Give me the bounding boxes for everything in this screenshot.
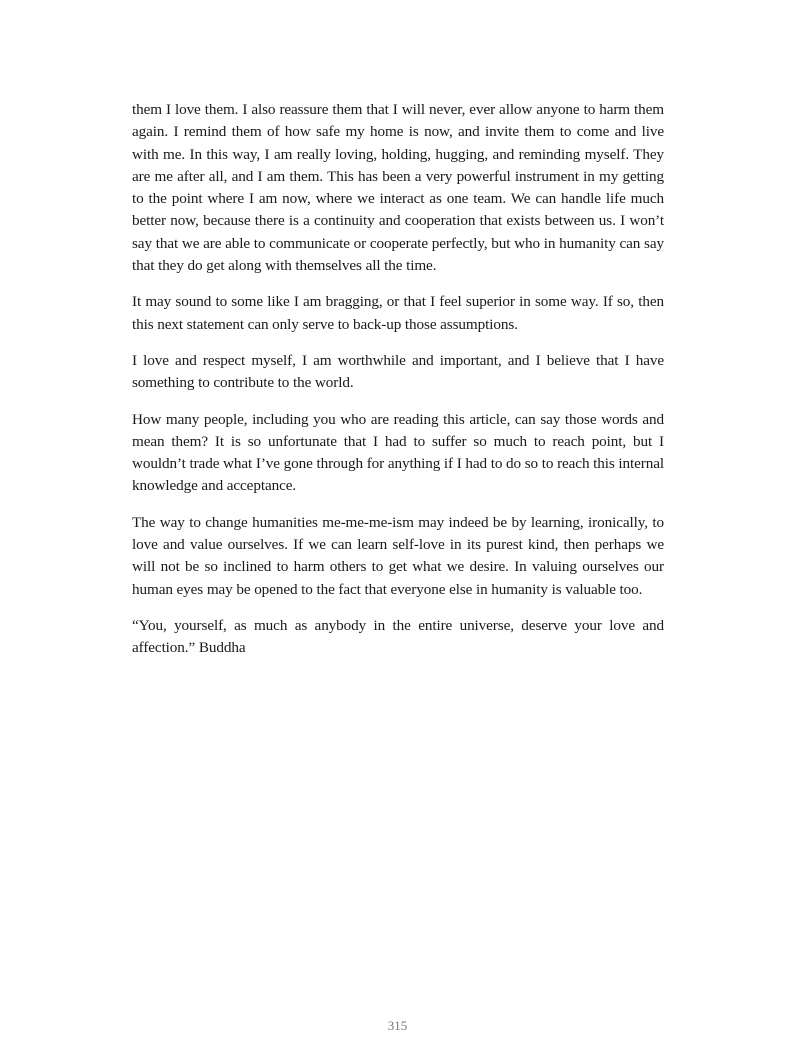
paragraph-2: It may sound to some like I am bragging, or that I feel superior in some way. If so, then this next statement can only serve to back-up those assumptions. (132, 293, 664, 333)
paragraph-1: them I love them. I also reassure them that I will never, ever allow anyone to harm them again. I remind them of how safe my home is now, and invite them to come and live with me. In this way, I am really loving, holding, hugging, and reminding myself. They are me after all, and I am them. This has been a very powerful instrument in my getting to the point where I am now, where we interact as one team. We can handle life much better now, because there is a continuity and cooperation that exists between us. I won’t say that we are able to communicate or cooperate perfectly, but who in humanity can say that they do get along with themselves all the time. (132, 101, 664, 275)
body-text (132, 99, 664, 674)
quote-paragraph: “You, yourself, as much as anybody in the entire universe, deserve your love and affection.” Buddha (132, 616, 664, 657)
paragraph-3: I love and respect myself, I am worthwhile and important, and I believe that I have something to contribute to the world. (132, 351, 664, 392)
page-number: 315 (387, 1018, 408, 1033)
paragraph-5: The way to change humanities me-me-me-ism may indeed be by learning, ironically, to love and value ourselves. If we can learn self-love in its purest kind, then perhaps we will not be so inclined to harm others to get what we desire. In valuing ourselves our human eyes may be opened to the fact that everyone else in humanity is valuable too. (132, 513, 664, 598)
paragraph-4: How many people, including you who are reading this article, can say those words and mean them? It is so unfortunate that I had to suffer so much to reach point, but I wouldn’t trade what I’ve gone through for anything if I had to do so to reach this internal knowledge and acceptance. (132, 410, 664, 495)
